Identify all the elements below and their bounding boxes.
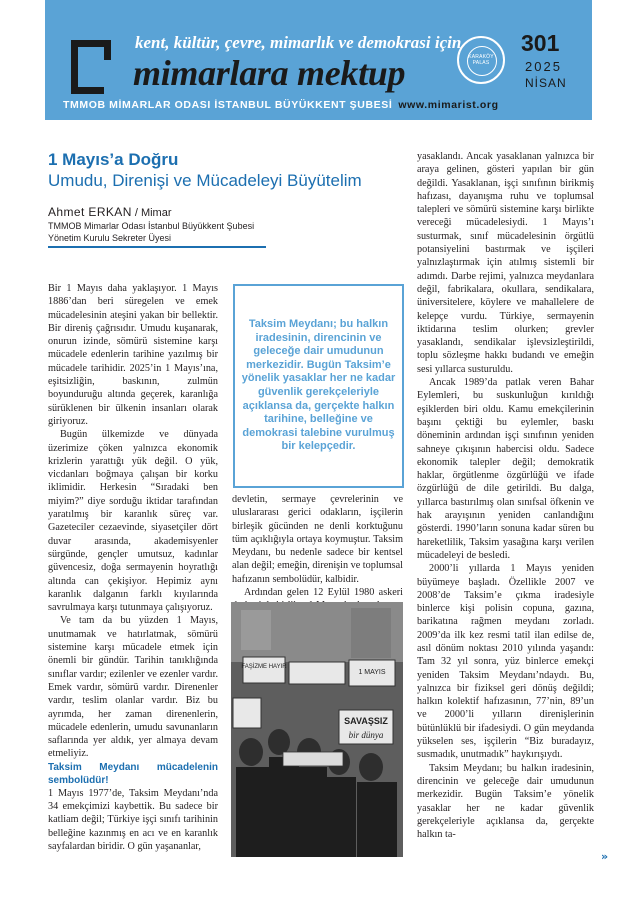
section-heading: Taksim Meydanı mücadelenin sembolüdür! (48, 761, 218, 786)
affiliation-line: Yönetim Kurulu Sekreter Üyesi (48, 233, 172, 243)
paragraph: Ve tam da bu yüzden 1 Mayıs, unutmamak ve hatırlatmak, sömürü sistemine karşı mücadele etmek için önemli bir gündür. Tarihin tanıklığında sınıflar vardır; ezilenler ve ezenler vardır. Emek vardır, sömürü vardır. Direnenler vardır, teslim olanlar vardır. Biz bu ayrımda, her zaman direnenlerin, mücadele edenlerin, umudu savunanların saflarında yer aldık, yer almaya devam etmeliyiz. (48, 615, 218, 760)
pull-quote: Taksim Meydanı; bu halkın iradesinin, direncinin ve geleceğe dair umudunun merkezidir. Bugün Taksim’e yönelik yasaklar her ne kadar güvenlik gerekçeleriyle açıklansa da, gerçekte halkın tarihine, belleğine ve demokrasi talebine vurulmuş bir kelepçedir. (241, 318, 396, 453)
issue-number: 301 (521, 30, 560, 56)
column-2 (232, 493, 403, 613)
paragraph: Bugün ülkemizde ve dünyada üzerimize çöken yalnızca ekonomik krizlerin yarattığı yük değil. O yük, vicdanları boğmaya çalışan bir korku iklimidir. Herkesin “Sıradaki ben miyim?” diye sorduğu iktidar tarafından yaratılmış bir karanlık süreç var. Gazeteciler cezaevinde, siyasetçiler dört duvar arasında, akademisyenler sürgünde, gençler umutsuz, kadınlar güvencesiz, doğa sermayenin hoyratlığı altında can çekişiyor. Hepimiz aynı karanlık dalganın farklı kıyılarında savrulmaya karşı tutunmaya çalışıyoruz. (48, 429, 218, 614)
author-role: / Mimar (134, 207, 172, 219)
continue-arrow-icon[interactable]: » (601, 850, 609, 863)
photo-sign-text: bir dünya (348, 730, 384, 740)
article-subtitle: Umudu, Direnişi ve Mücadeleyi Büyütelim (48, 171, 362, 190)
paragraph: Bir 1 Mayıs daha yaklaşıyor. 1 Mayıs 1886’dan beri süregelen ve emek mücadelesinin ateşini yakan bir bellektir. Bir direniş çağrısıdır. Umudu kuşanarak, onurun izinde, sömürü sistemine karşı mücadele edenlerin tarihine yazılmış bir mücadele tarihidir. 2025’in 1 Mayıs’ına, eşitsizliğin, baskının, zulmün boyunduruğu altında geçerek, karanlığa sürüklenen bir ülkenin insanları olarak giriyoruz. (48, 283, 218, 427)
author-line (48, 205, 172, 219)
paragraph: yasaklandı. Ancak yasaklanan yalnızca bir araya gelinen, gösteri yapılan bir gün değildi. Yasaklanan, işçi sınıfının birikmiş hafızası, dayanışma ruhu ve toplumsal talepleri ve sömürü sistemine karşı birlikte vereceği mücadelesiydi. 1 Mayıs’ı susturmak, sınıf mücadelesinin örgütlü potansiyelini bastırmak ve işçileri yalnızlaştırmak için atılmış sistemli bir adımdı. Darbe rejimi, yalnızca meydanlara değil, fabrikalara, okullara, sendikalara, üniversitelere, köylere ve mahallelere de kelepçe vurdu. Türkiye, sermayenin iktidarına teslim olurken; grevler yasaklandı, sendikalar işlevsizleştirildi, toplu sözleşme hakkı budandı ve emeğin sesi yıllarca susturuldu. (417, 151, 594, 375)
website-link[interactable]: www.mimarist.org (398, 99, 499, 111)
magazine-logo-icon (71, 40, 104, 94)
paragraph: Taksim Meydanı; bu halkın iradesinin, direncinin ve geleceğe dair umudunun merkezidir. Bugün Taksim’e yönelik yasaklar her ne kadar güvenlik gerekçeleriyle açıklansa da, gerçekte halkın ta- (417, 762, 594, 841)
issue-month: NİSAN (525, 76, 567, 90)
paragraph: Ancak 1989’da patlak veren Bahar Eylemleri, bu suskunluğun kırıldığı eşiklerden biri oldu. Kamu emekçilerinin başını çektiği bu eylemler, baskı döneminin ardından işçi sınıfının yeniden sahneye çıkışının habercisi oldu. Sadece ekonomik talepler değil; demokratik haklar, örgütlenme özgürlüğü ve ifade özgürlüğü de dile getirildi. Bu dalga, yıllarca bastırılmış olan sınıfsal öfkenin ve hak arayışının yeniden canlandığını gösterdi. 1990’ların sonuna kadar süren bu hareketlilik, Taksim yasağına karşı verilen mücadeleyi de besledi. (417, 377, 594, 561)
paragraph: 2000’li yıllarda 1 Mayıs yeniden büyümeye başladı. Özellikle 2007 ve 2008’de Taksim’e çıkma iradesiyle binlerce kişi polisin copuna, gazına, barikatına rağmen meydanı zorladı. 2009’da ilk kez resmi tatil ilan edilse de, asıl dönüm noktası 2010 yılında yaşandı: Tam 32 yıl sonra, yüz binlerce emekçi yeniden Taksim Meydanı’ndaydı. Bu, yalnızca bir fiziksel geri dönüş değildi; halkın kolektif hafızasının, 77’nin, 89’un ve 2000’li yılların direnişlerinin bütünlüklü bir ifadesiydi. O gün meydanda yükselen ses, işçilerin “Biz buradayız, susmadık, unutmadık” haykırışıydı. (417, 563, 594, 761)
column-3 (417, 150, 594, 841)
paragraph: devletin, sermaye çevrelerinin ve uluslararası gerici odakların, işçilerin birleşik gücünden ne denli korktuğunu tüm açıklığıyla ortaya koymuştur. Taksim Meydanı, bu nedenle sadece bir kentsel alan değil; emeğin, direnişin ve toplumsal hafızanın sembolüdür, kalbidir. (232, 494, 403, 585)
affiliation-line: TMMOB Mimarlar Odası İstanbul Büyükkent Şubesi (48, 221, 255, 231)
photo-sign-text: 1 MAYIS (358, 669, 386, 676)
article-title: 1 Mayıs’a Doğru (48, 150, 179, 169)
photo-sign-text: FAŞİZME HAYIR (241, 664, 287, 670)
seal-text: KARAKÖY PALAS (468, 54, 494, 66)
rally-photo-illustration (231, 602, 403, 857)
masthead-title: mimarlara mektup (133, 53, 406, 93)
paragraph: 1 Mayıs 1977’de, Taksim Meydanı’nda 34 emekçimizi kaybettik. Bu sadece bir katliam değil; Türkiye işçi sınıfı tarihinin belleğine kazınmış en acı ve en karanlık sayfalardan biridir. O gün yaşananlar, (48, 787, 218, 852)
title-divider (48, 246, 266, 248)
publisher-line (63, 99, 499, 111)
author-affiliation (48, 220, 254, 244)
author-name: Ahmet ERKAN (48, 205, 132, 219)
paragraph: Ardından gelen 12 Eylül 1980 askeri (244, 587, 403, 599)
tagline: kent, kültür, çevre, mimarlık ve demokrasi için (135, 33, 462, 52)
photo-sign-text: SAVAŞSIZ (344, 716, 388, 726)
masthead-banner (45, 0, 592, 120)
may-day-rally-photo (231, 602, 403, 857)
organization-name: TMMOB MİMARLAR ODASI İSTANBUL BÜYÜKKENT ŞUBESİ (63, 99, 393, 111)
issue-year: 2025 (525, 59, 562, 74)
karakoy-palas-seal-icon (457, 36, 505, 84)
pull-quote-box (233, 284, 404, 488)
column-1 (48, 282, 218, 853)
